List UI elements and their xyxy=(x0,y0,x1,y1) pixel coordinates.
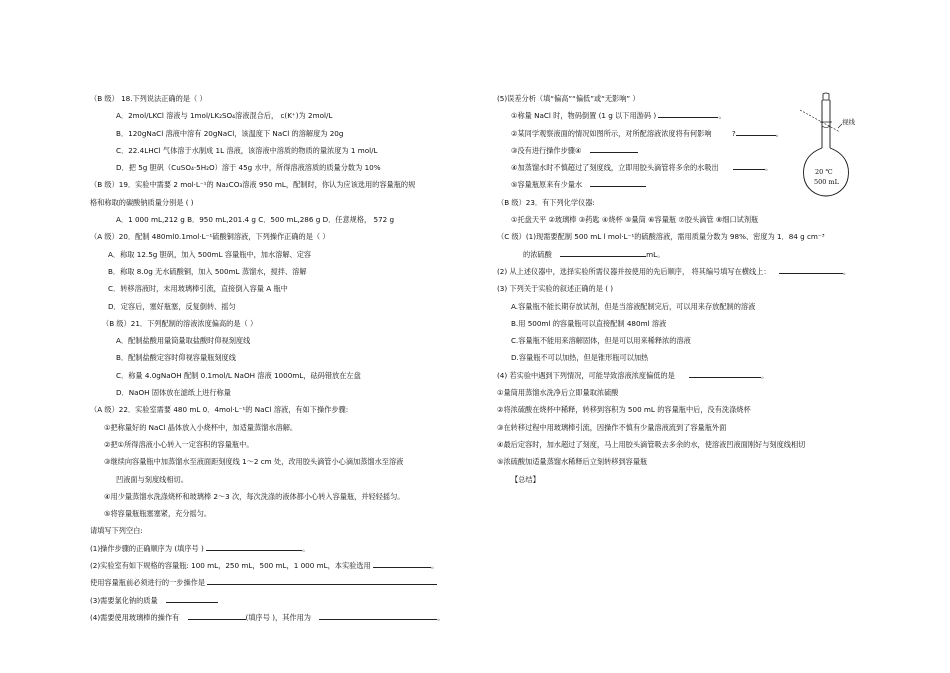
q22-error-stem: (5)误差分析（填“偏高”“偏低”或“无影响” ） xyxy=(497,94,640,103)
q22-fill-2b xyxy=(90,574,470,591)
q18-option-d: D．把 5g 胆矾（CuSO₄·5H₂O）溶于 45g 水中，所得溶液溶质的质量分数为 10% xyxy=(116,163,381,173)
q23-part-3: (3) 下列关于实验的叙述正确的是 ( ) xyxy=(497,284,614,294)
q23-case-2: ②将浓硫酸在烧杯中稀释，转移到容积为 500 mL 的容量瓶中后，没有洗涤烧杯 xyxy=(497,405,751,415)
q23-option-a: A.容量瓶不能长期存放试剂，但是当溶液配制完后，可以用来存放配制的溶液 xyxy=(511,301,756,311)
flask-sight-line xyxy=(800,110,840,132)
q22-fill-1-period: 。 xyxy=(302,543,310,553)
q20-option-b: B．称取 8.0g 无水硫酸铜，加入 500mL 蒸馏水，搅拌、溶解 xyxy=(108,266,307,276)
flask-meniscus xyxy=(822,126,830,128)
q22-fill-intro: 请填写下列空白: xyxy=(90,526,143,536)
q23-case-4: ④最后定容时，加水超过了刻度，马上用胶头滴管吸去多余的水，使溶液凹液面刚好与刻度线相切 xyxy=(497,439,806,449)
volumetric-flask-figure xyxy=(800,92,866,200)
q22-error-4-text: ④加蒸馏水时不慎超过了刻度线，立即用胶头滴管将多余的水吸出 xyxy=(511,163,719,173)
q22-error-3-blank[interactable] xyxy=(590,143,638,153)
q23-option-d: D.容量瓶不可以加热，但是锥形瓶可以加热 xyxy=(511,353,649,363)
q20-option-d: D．定容后，塞好瓶塞，反复倒转、摇匀 xyxy=(108,301,236,311)
q23-part-4 xyxy=(497,367,867,384)
q22-error-2-question-mark: ? xyxy=(731,128,736,138)
q19-options: A．1 000 mL,212 g B．950 mL,201.4 g C．500 mL,286 g D．任意规格， 572 g xyxy=(116,215,395,225)
flask-label-volume: 500 mL xyxy=(814,178,839,186)
q23-part-1-cont xyxy=(497,246,867,263)
q22-step-1: ①把称量好的 NaCl 晶体放入小烧杯中，加适量蒸馏水溶解。 xyxy=(104,422,298,432)
q23-case-5: ⑤浓硫酸加适量蒸馏水稀释后立刻转移到容量瓶 xyxy=(497,457,648,467)
q22-fill-4-blank-b[interactable] xyxy=(319,610,437,620)
q23-part-1-blank[interactable] xyxy=(560,247,646,257)
q23-part-4-blank[interactable] xyxy=(689,368,761,378)
q23-part-2-blank[interactable] xyxy=(779,264,843,274)
q23-part-4-text: (4) 若实验中遇到下列情况，可能导致溶液浓度偏低的是 xyxy=(497,370,675,380)
left-column xyxy=(90,90,470,626)
q23-case-1: ①量筒用蒸馏水洗净后立即量取浓硫酸 xyxy=(497,388,619,398)
q18-option-b: B．120gNaCl 溶液中溶有 20gNaCl，该温度下 NaCl 的溶解度为 20g xyxy=(116,128,344,138)
q22-fill-3 xyxy=(90,592,470,609)
q22-fill-3-text: (3)需要氯化钠的质量 xyxy=(90,595,158,605)
q22-step-4: ④用少量蒸馏水洗涤烧杯和玻璃棒 2～3 次，每次洗涤的液体都小心转入容量瓶，并轻轻摇匀。 xyxy=(104,491,405,501)
flask-stopper xyxy=(823,93,829,100)
q20-option-c: C．转移溶液时，未用玻璃棒引流，直接倒入容量 A 瓶中 xyxy=(108,284,288,294)
q21-option-a: A．配制盐酸用量筒量取盐酸时仰视刻度线 xyxy=(116,336,251,346)
q22-error-4-period: 。 xyxy=(765,163,773,173)
q23-part-1-text: 的浓硫酸 xyxy=(523,249,552,259)
q20-stem: （A 级）20．配制 480ml0.1mol·L⁻¹硫酸铜溶液，下列操作正确的是（ ） xyxy=(90,232,330,242)
q21-stem: （B 级）21．下列配制的溶液浓度偏高的是（ ） xyxy=(102,318,258,328)
q23-part-2-text: (2) 从上述仪器中，选择实验所需仪器并按使用的先后顺序， 将其编号填写在横线上： xyxy=(497,266,771,276)
q23-stem: （B 级）23．有下列化学仪器: xyxy=(497,197,595,207)
q22-fill-3-blank[interactable] xyxy=(166,593,218,603)
q22-fill-4-period: 。 xyxy=(437,612,445,622)
flask-label-sightline: 视线 xyxy=(842,118,855,126)
summary-heading: 【总结】 xyxy=(511,474,540,484)
q22-step-5: ⑤将容量瓶瓶塞塞紧，充分摇匀。 xyxy=(104,509,212,519)
q22-error-2-text: ②某同学观察液面的情况如图所示，对所配溶液浓度将有何影响 xyxy=(511,128,712,138)
q21-option-b: B．配制盐酸定容时仰视容量瓶刻度线 xyxy=(116,353,236,363)
q22-fill-2 xyxy=(90,557,470,574)
q22-fill-2-blank[interactable] xyxy=(373,558,431,568)
q22-fill-4-blank-a[interactable] xyxy=(188,610,246,620)
q22-step-2: ②把①所得溶液小心转入一定容积的容量瓶中。 xyxy=(104,439,254,449)
q23-part-1: （C 级）(1)现需要配制 500 mL l mol·L⁻¹的硫酸溶液，需用质量分数为 98%、密度为 1．84 g cm⁻³ xyxy=(497,232,825,242)
q22-stem: （A 级）22．实验室需要 480 mL 0．4mol·L⁻¹的 NaCl 溶液，有如下操作步骤: xyxy=(90,405,349,415)
q22-step-3-cont: 凹液面与刻度线相切。 xyxy=(116,474,188,484)
q23-part-2-period: 。 xyxy=(842,266,851,276)
q22-error-2-period: 。 xyxy=(775,128,783,138)
q23-part-4-period: 。 xyxy=(761,370,769,380)
q23-part-1-unit: mL。 xyxy=(646,249,665,259)
q18-stem: （B 级） 18.下列说法正确的是（ ） xyxy=(90,94,207,103)
volumetric-flask-icon xyxy=(800,92,866,200)
q22-fill-2-period: 。 xyxy=(431,561,439,571)
q18-option-c: C．22.4LHCl 气体溶于水制成 1L 溶液，该溶液中溶质的物质的量浓度为 1 mol/L xyxy=(116,145,378,155)
q22-fill-2-text: (2)实验室有如下规格的容量瓶: 100 mL，250 mL，500 mL，1 000 mL，本实验选用 xyxy=(90,561,371,571)
q19-stem-cont: 格和称取的碳酸钠质量分别是 ( ) xyxy=(90,197,194,207)
q20-option-a: A．称取 12.5g 胆矾，加入 500mL 容量瓶中，加水溶解、定容 xyxy=(108,249,312,259)
q22-fill-2b-blank[interactable] xyxy=(207,575,437,585)
q23-option-c: C.容量瓶不能用来溶解固体，但是可以用来稀释浓的溶液 xyxy=(511,336,691,346)
q22-error-4-blank[interactable] xyxy=(733,160,765,170)
q22-error-2-blank[interactable] xyxy=(736,126,776,136)
q21-option-c: C．称量 4.0gNaOH 配制 0.1mol/L NaOH 溶液 1000mL，砝码错放在左盘 xyxy=(116,370,361,380)
q22-error-1-blank[interactable] xyxy=(658,108,718,118)
q22-fill-1-blank[interactable] xyxy=(206,541,302,551)
q22-error-1-text: ①称量 NaCl 时，物码倒置 (1 g 以下用游码 ) xyxy=(511,111,657,121)
flask-label-temperature: 20 ℃ xyxy=(815,168,833,176)
q22-error-3-text: ③没有进行操作步骤④ xyxy=(511,145,582,155)
q22-fill-1 xyxy=(90,540,470,557)
q22-fill-4-text: (4)需要使用玻璃棒的操作有 xyxy=(90,612,180,622)
q22-fill-4-text-b: (填序号 )，其作用为 xyxy=(245,612,311,622)
q18-option-a: A．2mol/LKCl 溶液与 1mol/LK₂SO₄溶液混合后， c(K⁺)为 2mol/L xyxy=(116,111,333,121)
q23-case-3: ③在转移过程中用玻璃棒引流，因操作不慎有少量溶液流到了容量瓶外面 xyxy=(497,422,727,432)
q22-fill-1-text: (1)操作步骤的正确顺序为 (填序号 ) xyxy=(90,543,204,553)
q23-instruments: ①托盘天平 ②玻璃棒 ③药匙 ④烧杯 ⑤量筒 ⑥容量瓶 ⑦胶头滴管 ⑧细口试剂瓶 xyxy=(511,215,759,225)
q22-error-1-period: 。 xyxy=(718,111,726,121)
q22-error-5-blank[interactable] xyxy=(590,177,646,187)
q22-fill-4 xyxy=(90,609,470,626)
q21-option-d: D．NaOH 固体放在滤纸上进行称量 xyxy=(116,388,231,398)
q23-part-2 xyxy=(497,263,867,280)
q19-stem: （B 级）19．实验中需要 2 mol·L⁻¹的 Na₂CO₃溶液 950 mL，配制时，你认为应该选用的容量瓶的规 xyxy=(90,180,416,190)
q22-fill-2b-text: 使用容量瓶前必须进行的一步操作是 xyxy=(90,578,206,588)
q22-step-3: ③继续向容量瓶中加蒸馏水至液面距刻度线 1～2 cm 处，改用胶头滴管小心滴加蒸馏水至溶液 xyxy=(104,457,404,467)
q23-option-b: B.用 500ml 的容量瓶可以直接配制 480ml 溶液 xyxy=(511,318,667,328)
q22-error-5-text: ⑤容量瓶原来有少量水 xyxy=(511,180,583,190)
